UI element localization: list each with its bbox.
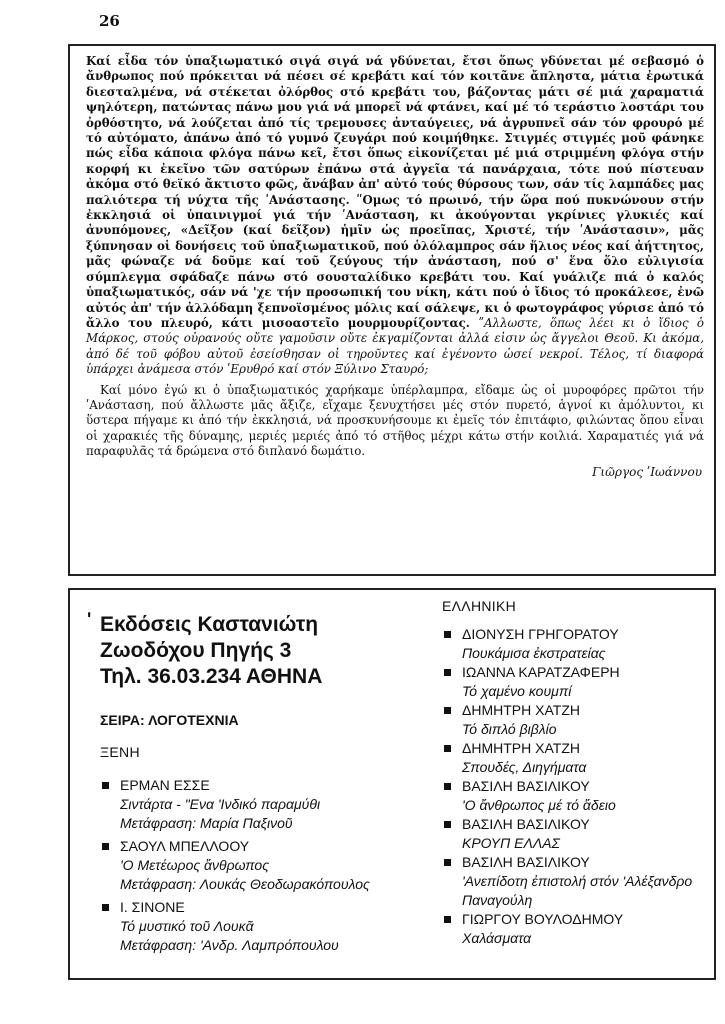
book-author: ΒΑΣΙΛΗ ΒΑΣΙΛΙΚΟΥ xyxy=(462,778,590,794)
book-translator: Μετάφραση: Λουκάς Θεοδωρακόπουλος xyxy=(120,876,370,892)
publisher-name: Εκδόσεις Καστανιώτη xyxy=(100,613,319,636)
book-entry xyxy=(442,739,712,777)
book-entry xyxy=(100,837,430,894)
book-title: Τό διπλό βιβλίο xyxy=(462,721,557,737)
page-number: 26 xyxy=(99,12,120,30)
book-entry xyxy=(442,777,712,815)
book-entry xyxy=(442,910,712,948)
book-entry xyxy=(442,625,712,663)
book-author: ΒΑΣΙΛΗ ΒΑΣΙΛΙΚΟΥ xyxy=(462,816,590,832)
author-signature: Γιῶργος ʹΙωάννου xyxy=(592,464,702,479)
book-author: ΒΑΣΙΛΗ ΒΑΣΙΛΙΚΟΥ xyxy=(462,854,590,870)
book-title: Σιντάρτα - ʺΕνα ʹΙνδικό παραμύθι xyxy=(120,796,321,812)
book-title: ΚΡΟΥΠ ΕΛΛΑΣ xyxy=(462,835,560,851)
book-author: ΣΑΟΥΛ ΜΠΕΛΛΟΟΥ xyxy=(120,838,250,854)
book-title: Τό χαμένο κουμπί xyxy=(462,683,572,699)
greek-section-label: ΕΛΛΗΝΙΚΗ xyxy=(442,598,516,614)
book-author: ΕΡΜΑΝ ΕΣΣΕ xyxy=(120,777,210,793)
foreign-book-list xyxy=(100,776,430,955)
greek-book-list xyxy=(442,625,712,948)
book-author: ΔΗΜΗΤΡΗ ΧΑΤΖΗ xyxy=(462,702,580,718)
publisher-advertisement xyxy=(68,588,716,980)
article-paragraph xyxy=(86,54,704,378)
foreign-section-label: ΞΕΝΗ xyxy=(100,744,140,760)
article-paragraph: Καί μόνο ἐγώ κι ὁ ὑπαξιωματικός χαρήκαμε ὑπέρλαμπρα, εἴδαμε ὡς οἱ μυροφόρες πρῶτοι τήν ʹΑνάσταση, πού ἄλλωστε μᾶς ἄξιζε, εἴχαμε ξενυχτήσει μές στόν πυρετό, ἁγνοί κι ἀμόλυντοι, κι ὕστερα πήγαμε κι ἀπό τήν ἐκκλησιά, νά προσκυνήσουμε κι ἐμεῖς τόν ἐπιτάφιο, φιλώντας ὅπου εἶναι οἱ χαρακιές τῆς δύναμης, μεριές μεριές ἀπό τό στῆθος μέχρι κάτω στήν κοιλιά. Χαραματιές γιά νά παραφυλᾶς τά δρώμενα στό διπλανό δωμάτιο. xyxy=(86,382,704,459)
publisher-block xyxy=(87,609,430,690)
book-entry xyxy=(100,898,430,955)
article-text xyxy=(86,54,704,480)
book-title: ʹΟ ἄνθρωπος μέ τό ἄδειο xyxy=(462,797,616,813)
book-title: Τό μυστικό τοῦ Λουκᾶ xyxy=(120,918,254,934)
book-entry xyxy=(442,815,712,853)
book-author: ΙΩΑΝΝΑ ΚΑΡΑΤΖΑΦΕΡΗ xyxy=(462,664,620,680)
book-author: ΔΗΜΗΤΡΗ ΧΑΤΖΗ xyxy=(462,740,580,756)
book-entry xyxy=(442,663,712,701)
book-title: Σπουδές, Διηγήματα xyxy=(462,759,587,775)
series-label: ΣΕΙΡΑ: ΛΟΓΟΤΕΧΝΙΑ xyxy=(100,712,239,728)
apostrophe-mark: ʹ xyxy=(87,609,92,629)
book-author: ΓΙΩΡΓΟΥ ΒΟΥΛΟΔΗΜΟΥ xyxy=(462,911,624,927)
book-translator: Μετάφραση: ʹΑνδρ. Λαμπρόπουλου xyxy=(120,937,339,953)
publisher-phone: Τηλ. 36.03.234 ΑΘΗΝΑ xyxy=(100,665,323,688)
book-title: ʹΑνεπίδοτη ἐπιστολή στόν ʹΑλέξανδρο Παναγούλη xyxy=(462,873,693,908)
book-title: Πουκάμισα ἐκστρατείας xyxy=(462,645,606,661)
publisher-address: Ζωοδόχου Πηγής 3 xyxy=(100,639,292,662)
text-run: Καί εἶδα τόν ὑπαξιωματικό σιγά σιγά νά γδύνεται, ἔτσι ὅπως γδύνεται μέ σεβασμό ὁ ἄνθρωπος πού πρόκειται νά πέσει σέ κρεβάτι καί τόν κοιτᾶνε ἄπληστα, μάτια ἐρωτικά διεσταλμένα, νά στέκεται ὀλόρθος στό κρεβάτι του, βάζοντας μάτι σέ μιά χαραματιά ψηλότερη, πατώντας πάνω μου γιά νά μπορεῖ νά φτάνει, καί μέ τό τεράστιο λοστάρι του ὀρθόστητο, νά λούζεται ἀπό τίς τρεμουσες ἀνταύγειες, νά ἀγρυπνεῖ σάν τόν φρουρό μέ τό αὐτόματο, ἀπάνω ἀπό τό γυμνό ζευγάρι πού κοιμήθηκε. Στιγμές στιγμές μοῦ φάνηκε πώς εἶδα κάποια φλόγα πάνω κεῖ, ἔτσι ὅπως εἰκονίζεται μέ μιά στριμμένη φλόγα στήν κορφή κι ἐκεῖνο τῶν σατύρων ἐπάνω στά ἀγγεῖα τά πανάρχαια, τότε πού πίστευαν ἀκόμα στό θεϊκό ἄκτιστο φῶς, ἄνάβαν ἀπ' αὐτό τούς θύρσους των, σάν τίς λαμπάδες μας παλιότερα τή νύχτα τῆς ʹΑνάστασης. ʺΟμως τό πρωινό, τήν ὥρα πού πυκνώνουν στήν ἐκκλησιά οἱ ὑπαινιγμοί γιά τήν ʹΑνάσταση, κι ἀκούγονται γκρίνιες γλυκιές καί ἀνυπόμονες, «Δεῖξον (καί δεῖξον) ἡμῖν ὡς προεῖπας, Χριστέ, τήν ʹΑνάστασιν», μᾶς ξύπνησαν οἱ δονήσεις τοῦ ὑπαξιωματικοῦ, πού ὁλόλαμπρος σάν ἥλιος νέος καί ἀήττητος, μᾶς φώναζε νά δοῦμε καί τοῦ ζεύγους τήν ἀνάσταση, πού σ' ἕνα ὅλο εὐλιγισία σύμπλεγμα σφάδαζε πάνω στό σουσταλίδικο κρεβάτι του. Καί γυάλιζε πιά ὁ καλός ὑπαξιωματικός, σάν νά 'χε τήν προσωπική του νίκη, κάτι πού ὁ ἴδιος τό προκάλεσε, ἐνῶ αὐτός ἀπ' τήν ἀλλόδαμη ξεπνοϊσμένος μόλις καί σάλεψε, κι ὁ φωτογράφος γύρισε ἀπό τό ἄλλο του πλευρό, κάτι μισοαστεῖο μουρμουρίζοντας. xyxy=(86,54,704,330)
book-translator: Μετάφραση: Μαρία Παξινοῦ xyxy=(120,815,293,831)
book-author: Ι. ΣΙΝΟΝΕ xyxy=(120,899,185,915)
book-author: ΔΙΟΝΥΣΗ ΓΡΗΓΟΡΑΤΟΥ xyxy=(462,626,619,642)
book-entry xyxy=(442,701,712,739)
book-title: Χαλάσματα xyxy=(462,930,532,946)
ad-right-column xyxy=(442,598,712,948)
ad-left-column xyxy=(87,609,430,959)
text-run: ʺΑλλωστε, ὅπως λέει κι ὁ ἴδιος ὁ Μάρκος, στούς οὐρανούς οὔτε γαμοῦσιν οὔτε ἐκγαμίζονται ἀλλά εἰσιν ὡς ἄγγελοι Θεοῦ. Κι ἀκόμα, ἀπό δέ τοῦ φόβου αὐτοῦ ἐσείσθησαν οἱ τηροῦντες καί ἐγένοντο ὡσεί νεκροί. Τέλος, τί διαφορά ὑπάρχει ἀνάμεσα στόν ʹΕρυθρό καί στόν Ξύλινο Σταυρό; xyxy=(86,315,705,377)
book-title: ʹΟ Μετέωρος ἄνθρωπος xyxy=(120,857,270,873)
article-box xyxy=(68,44,716,576)
book-entry xyxy=(442,853,712,910)
book-entry xyxy=(100,776,430,833)
